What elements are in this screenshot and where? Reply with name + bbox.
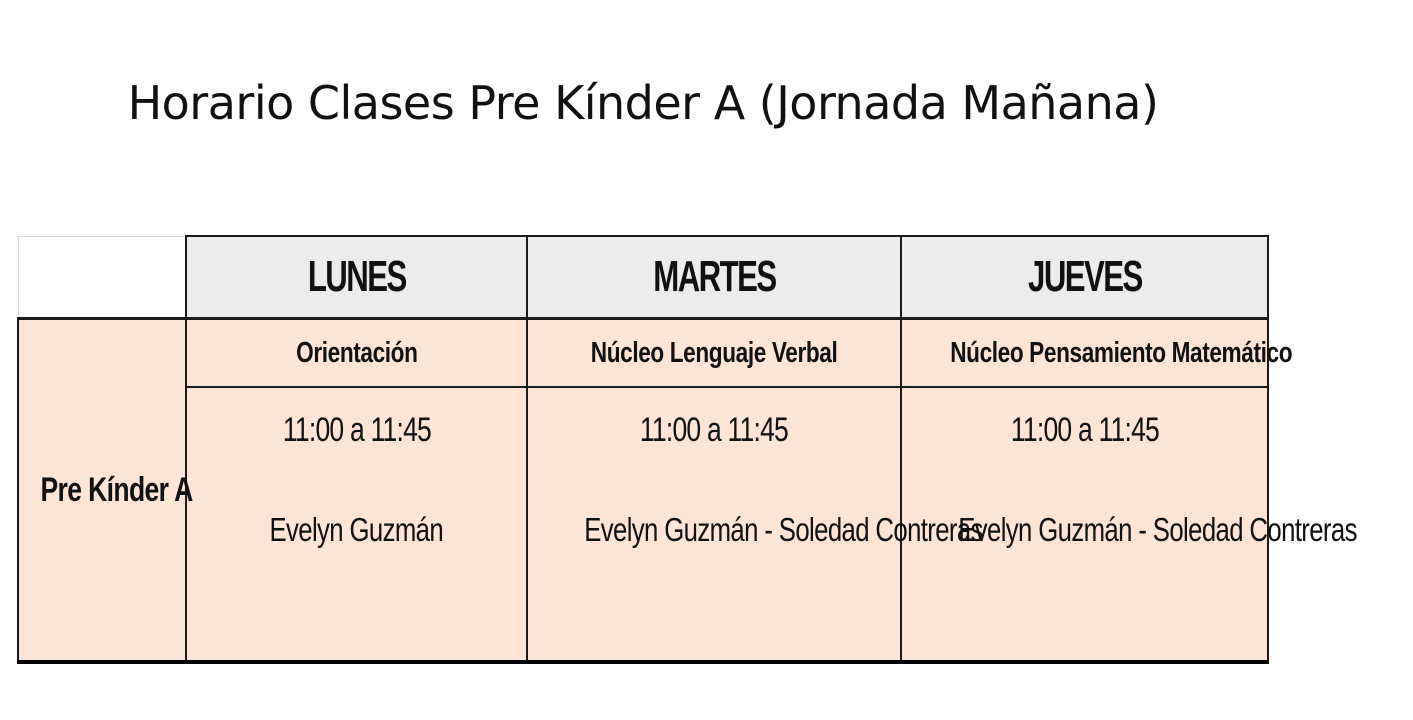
subject-cell-martes xyxy=(527,319,901,388)
info-row xyxy=(18,387,1268,662)
schedule-table xyxy=(17,235,1357,664)
day-label: LUNES xyxy=(307,252,406,301)
time-label: 11:00 a 11:45 xyxy=(1010,411,1159,449)
subject-cell-lunes xyxy=(186,319,527,388)
subject-row xyxy=(18,319,1268,388)
subject-label: Núcleo Lenguaje Verbal xyxy=(590,336,838,369)
day-label: JUEVES xyxy=(1027,252,1142,301)
corner-cell xyxy=(18,236,186,319)
day-header-jueves xyxy=(901,236,1268,319)
slide-title: Horario Clases Pre Kínder A (Jornada Mañana) xyxy=(127,76,1159,130)
subject-label: Orientación xyxy=(295,336,418,369)
subject-cell-jueves xyxy=(901,319,1293,388)
group-cell xyxy=(18,319,193,663)
day-header-lunes xyxy=(186,236,527,319)
info-cell-martes xyxy=(527,387,983,662)
teacher-label: Evelyn Guzmán - Soledad Contreras xyxy=(584,511,983,548)
day-header-martes xyxy=(527,236,901,319)
info-cell-lunes xyxy=(186,387,527,662)
subject-label: Núcleo Pensamiento Matemático xyxy=(950,336,1293,369)
time-label: 11:00 a 11:45 xyxy=(639,411,789,449)
day-label: MARTES xyxy=(652,252,776,301)
group-label: Pre Kínder A xyxy=(40,470,193,509)
header-row xyxy=(18,236,1268,319)
teacher-label: Evelyn Guzmán - Soledad Contreras xyxy=(958,511,1357,548)
time-label: 11:00 a 11:45 xyxy=(282,411,431,449)
teacher-label: Evelyn Guzmán xyxy=(269,511,444,548)
